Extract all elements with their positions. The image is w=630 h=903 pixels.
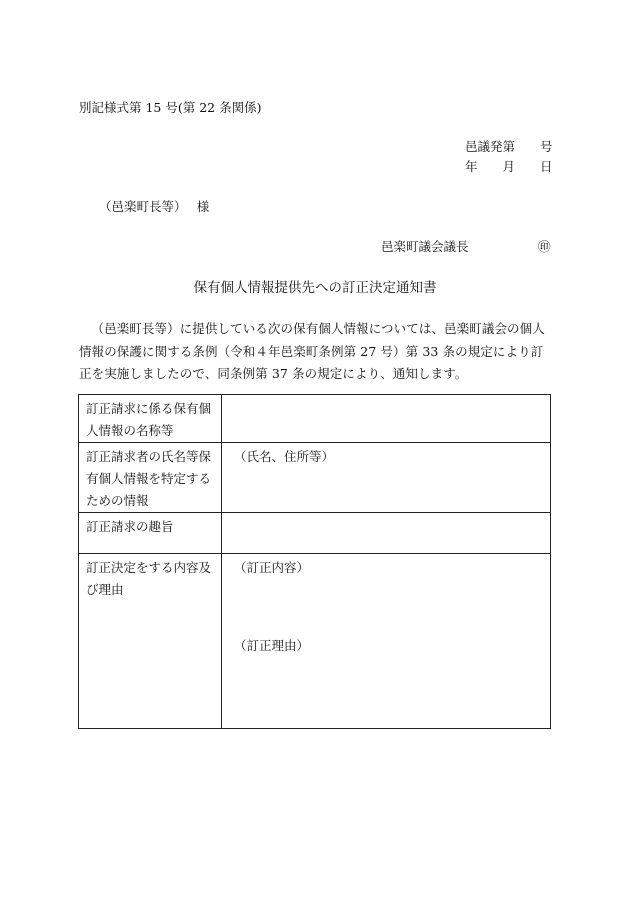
- addressee: （邑楽町長等） 様: [99, 199, 210, 214]
- row-label: 訂正請求の趣旨: [79, 513, 222, 554]
- document-title: 保有個人情報提供先への訂正決定通知書: [193, 280, 437, 296]
- correction-content-label: （訂正内容）: [234, 560, 310, 575]
- row-label: 訂正請求者の氏名等保有個人情報を特定するための情報: [79, 443, 222, 513]
- table-row: [79, 513, 551, 554]
- correction-reason-label: （訂正理由）: [234, 638, 310, 653]
- table-row: [79, 554, 551, 729]
- document-number: 邑議発第 号: [465, 139, 553, 154]
- info-table: [78, 394, 551, 729]
- sender-name: 邑楽町議会議長: [381, 239, 469, 254]
- document-date: 年 月 日: [465, 159, 553, 174]
- row-label: 訂正決定をする内容及び理由: [79, 554, 222, 729]
- body-paragraph: （邑楽町長等）に提供している次の保有個人情報については、邑楽町議会の個人情報の保護に関する条例（令和４年邑楽町条例第 27 号）第 33 条の規定により訂正を実施しましたので、同条例第 37 条の規定により、通知します。: [79, 321, 545, 381]
- table-row: [79, 443, 551, 513]
- seal-mark: ㊞: [538, 239, 551, 254]
- table-row: [79, 395, 551, 443]
- row-value: [222, 513, 551, 554]
- row-value: [222, 554, 551, 729]
- row-value: [222, 395, 551, 443]
- row-value: （氏名、住所等）: [222, 443, 551, 513]
- row-label: 訂正請求に係る保有個人情報の名称等: [79, 395, 222, 443]
- form-label: 別記様式第 15 号(第 22 条関係): [79, 100, 262, 115]
